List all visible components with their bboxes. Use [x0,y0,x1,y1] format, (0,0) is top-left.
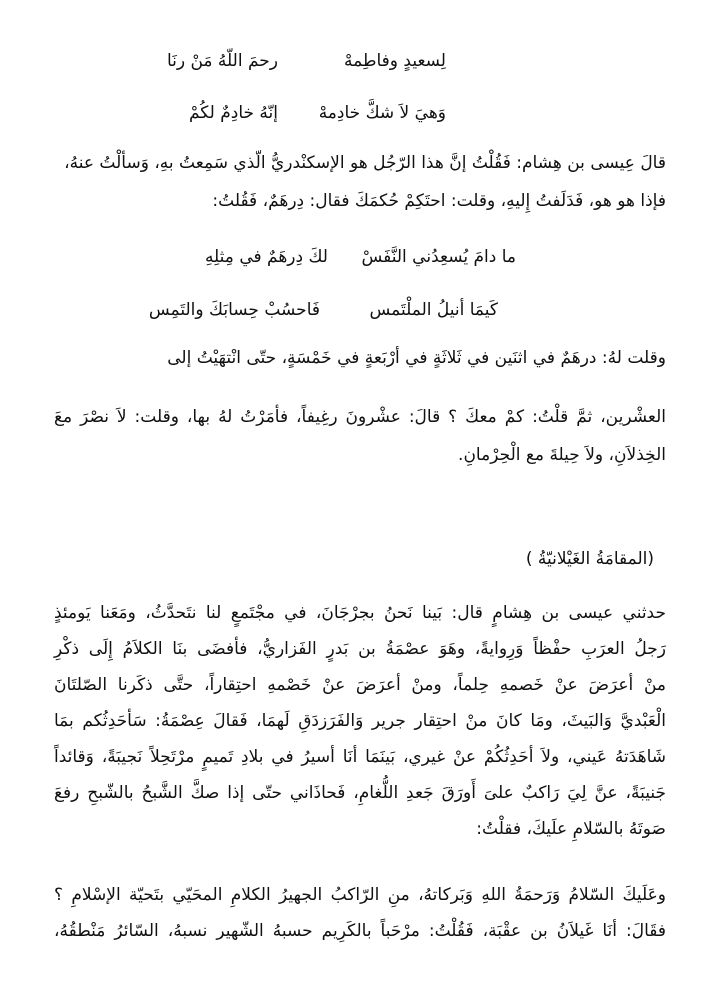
poem1-verse2-hemistich-left: وَهيَ لاَ شكَّ خادِمهْ [318,103,446,123]
paragraph4-line7: صَوتَهُ بالسّلامِ علَيكَ، فقلْتُ: [476,819,666,839]
paragraph5-line2: فقَالَ: أنَا غَيلاَنُ بن عقْبَة، فَقُلْتُ: مرْحَباً بالكَرِيم حسبهُ الشّهير نسبهُ، السّائرُ مَنْطقُهُ، [54,921,666,941]
paragraph3-line1: العشْرين، ثمَّ قلْتُ: كمْ معكَ ؟ قالَ: عشْرونَ رغِيفاً، فأمَرْتُ لهُ بها، وقلت: لاَ نصْرَ معَ [54,407,666,427]
poem1-verse2-hemistich-right: إنّهُ خادِمٌ لكُمْ [188,103,278,123]
poem1-verse1-hemistich-right: رحمَ اللّهُ مَنْ رنَا [166,51,278,71]
poem2-verse2-hemistich-right: فَاحسُبْ حِسابَكَ والتَمِس [148,300,320,320]
paragraph4-line3: منْ أعرَضَ عنْ خَصمهِ حِلماً، ومنْ أعرَضَ عنْ خَصْمهِ احتِقاراً، حتَّى ذكَرنا الصّلتَانَ [54,675,666,695]
paragraph4-line1: حدثني عيسى بن هِشامٍ قال: بَينا نَحنُ بجرْجَانَ، في مجْتَمعٍ لنا نتَحدَّثُ، ومَعَنا يَومئذٍ [54,603,666,623]
maqama-title: (المقامَةُ الغَيْلانيّةُ ) [525,549,654,569]
paragraph1-line2: فإذا هو هو، فَدَلَفتُ إِليهِ، وقلت: احتَكِمْ حُكمَكَ فقال: دِرهَمٌ، فَقُلتُ: [212,191,666,211]
poem2-verse2-hemistich-left: كَيمَا أنيلُ الملْتَمس [369,300,498,320]
paragraph2-line1: وقلت لهُ: درهَمٌ في اثنَين في ثَلاثَةٍ في أرْبَعةٍ في خَمْسَةٍ، حتّى انْتهَيْتُ إلى [167,348,666,368]
paragraph4-line6: جَنيبَةً، عنَّ لِيَ رَاكبٌ علىَ أَورَقَ جَعدِ اللُّغامِ، فَحاذَاني حتّى إذا صكَّ الشَّبحُ بالشّبحِ رفعَ [54,783,666,803]
paragraph4-line2: رَجلُ العرَبِ حفْظاً وَرِوايةً، وهَوَ عصْمَةُ بن بَدرٍ الفَزاريُّ، فأفضَى بنَا الكلاَمُ إِلَى ذكْرِ [54,639,666,659]
paragraph4-line5: شَاهَدَتهُ عَيني، ولاَ أحَدِثُكُمْ عنْ غيري، بَينَمَا أنَا أسيرُ في بلادِ تَميمٍ مرْتَحِلاً نَجيبَةً، وَقائداً [54,747,666,767]
paragraph1-line1: قالَ عِيسى بن هِشام: فَقُلْتُ إنَّ هذا الرّجُل هو الإسكنْدريُّ الّذي سَمِعتُ بهِ، وَسألْتُ عنهُ، [64,153,666,173]
poem1-verse1-hemistich-left: لِسعيدٍ وفاطِمهْ [344,51,446,71]
poem2-verse1-hemistich-left: ما دامَ يُسعِدُني النَّفَسْ [361,247,516,267]
poem2-verse1-hemistich-right: لكَ دِرهَمٌ في مِثلِهِ [204,247,328,267]
paragraph3-line2: الخِذلاَنِ، ولاَ حِيلةَ مع الْحِرْمانِ. [458,445,666,465]
paragraph4-line4: الْعَبْديَّ وَالبَيثَ، ومَا كانَ منْ احتِقار جرير وَالفَرَزدَقِ لَهمَا، فَقالَ عِصْمَةُ: سَأحَدِثُكم بمَا [54,711,666,731]
paragraph5-line1: وعَلَيكَ السّلامُ وَرَحمَةُ اللهِ وَبَركاتهُ، منِ الرّاكبُ الجهيرُ الكلامِ المحَيّي بتَحيّة الإسْلامِ ؟ [54,885,666,905]
